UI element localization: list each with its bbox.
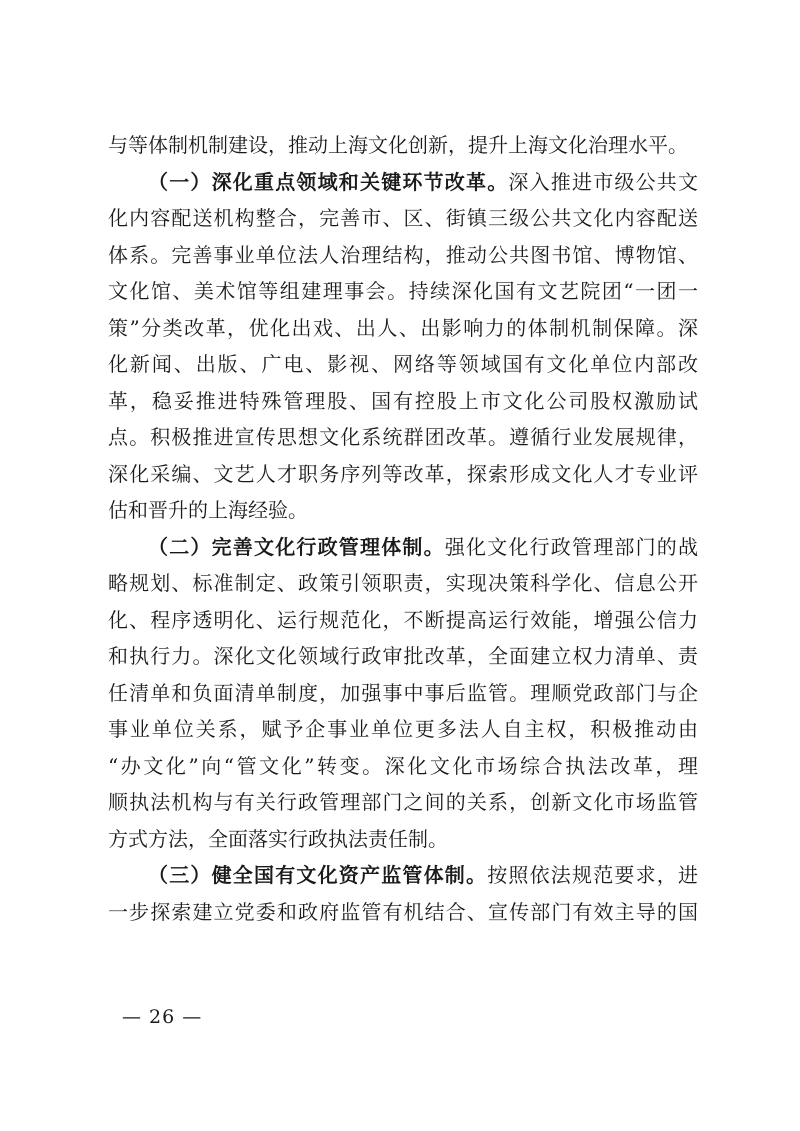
line-text: 顺执法机构与有关行政管理部门之间的关系，创新文化市场监管 — [108, 790, 698, 814]
text-line — [108, 638, 698, 675]
line-text: 革，稳妥推进特殊管理股、国有控股上市文化公司股权激励试 — [108, 388, 698, 413]
text-line — [108, 310, 698, 347]
line-text: 体系。完善事业单位法人治理结构，推动公共图书馆、博物馆、 — [108, 242, 698, 267]
text-line — [108, 492, 698, 529]
line-text: 事业单位关系，赋予企事业单位更多法人自主权，积极推动由 — [108, 717, 698, 741]
section-heading: （二）完善文化行政管理体制。 — [148, 534, 445, 559]
text-line — [108, 419, 698, 456]
text-line — [108, 346, 698, 383]
line-text: “办文化”向“管文化”转变。深化文化市场综合执法改革，理 — [108, 753, 698, 778]
text-line — [108, 127, 698, 164]
text-line — [108, 456, 698, 493]
line-text: 深入推进市级公共文 — [508, 169, 699, 194]
section-heading: （三）健全国有文化资产监管体制。 — [148, 863, 488, 887]
line-text: 略规划、标准制定、政策引领职责，实现决策科学化、信息公开 — [108, 571, 698, 595]
text-line — [108, 273, 698, 310]
section-heading: （一）深化重点领域和关键环节改革。 — [148, 169, 509, 194]
line-text: 策”分类改革，优化出戏、出人、出影响力的体制机制保障。深 — [108, 315, 698, 340]
line-text: 点。积极推进宣传思想文化系统群团改革。遵循行业发展规律， — [108, 425, 698, 449]
line-text: 任清单和负面清单制度，加强事中事后监管。理顺党政部门与企 — [108, 680, 698, 705]
text-line — [108, 784, 698, 821]
line-text: 深化采编、文艺人才职务序列等改革，探索形成文化人才专业评 — [108, 461, 698, 486]
line-text: 一步探索建立党委和政府监管有机结合、宣传部门有效主导的国 — [108, 899, 698, 924]
text-line — [108, 894, 698, 931]
text-line — [108, 383, 698, 420]
text-line — [108, 748, 698, 785]
text-line — [108, 565, 698, 602]
line-text: 强化文化行政管理部门的战 — [444, 534, 699, 559]
line-text: 文化馆、美术馆等组建理事会。持续深化国有文艺院团“一团一 — [108, 279, 698, 303]
text-line — [108, 821, 698, 858]
text-line — [108, 200, 698, 237]
text-line — [108, 675, 698, 712]
line-text: 方式方法，全面落实行政执法责任制。 — [108, 826, 448, 851]
text-line — [108, 237, 698, 274]
line-text: 和执行力。深化文化领域行政审批改革，全面建立权力清单、责 — [108, 644, 698, 668]
text-line — [108, 164, 698, 201]
line-text: 估和晋升的上海经验。 — [108, 498, 308, 522]
line-text: 化新闻、出版、广电、影视、网络等领域国有文化单位内部改 — [108, 352, 698, 376]
line-text: 与等体制机制建设，推动上海文化创新，提升上海文化治理水平。 — [108, 133, 688, 157]
page-number: — 26 — — [122, 1006, 203, 1028]
text-line — [108, 711, 698, 748]
line-text: 化、程序透明化、运行规范化，不断提高运行效能，增强公信力 — [108, 607, 698, 632]
text-line — [108, 857, 698, 894]
line-text: 化内容配送机构整合，完善市、区、街镇三级公共文化内容配送 — [108, 206, 698, 230]
text-line — [108, 602, 698, 639]
line-text: 按照依法规范要求，进 — [487, 863, 699, 887]
document-body — [108, 127, 698, 930]
text-line — [108, 529, 698, 566]
